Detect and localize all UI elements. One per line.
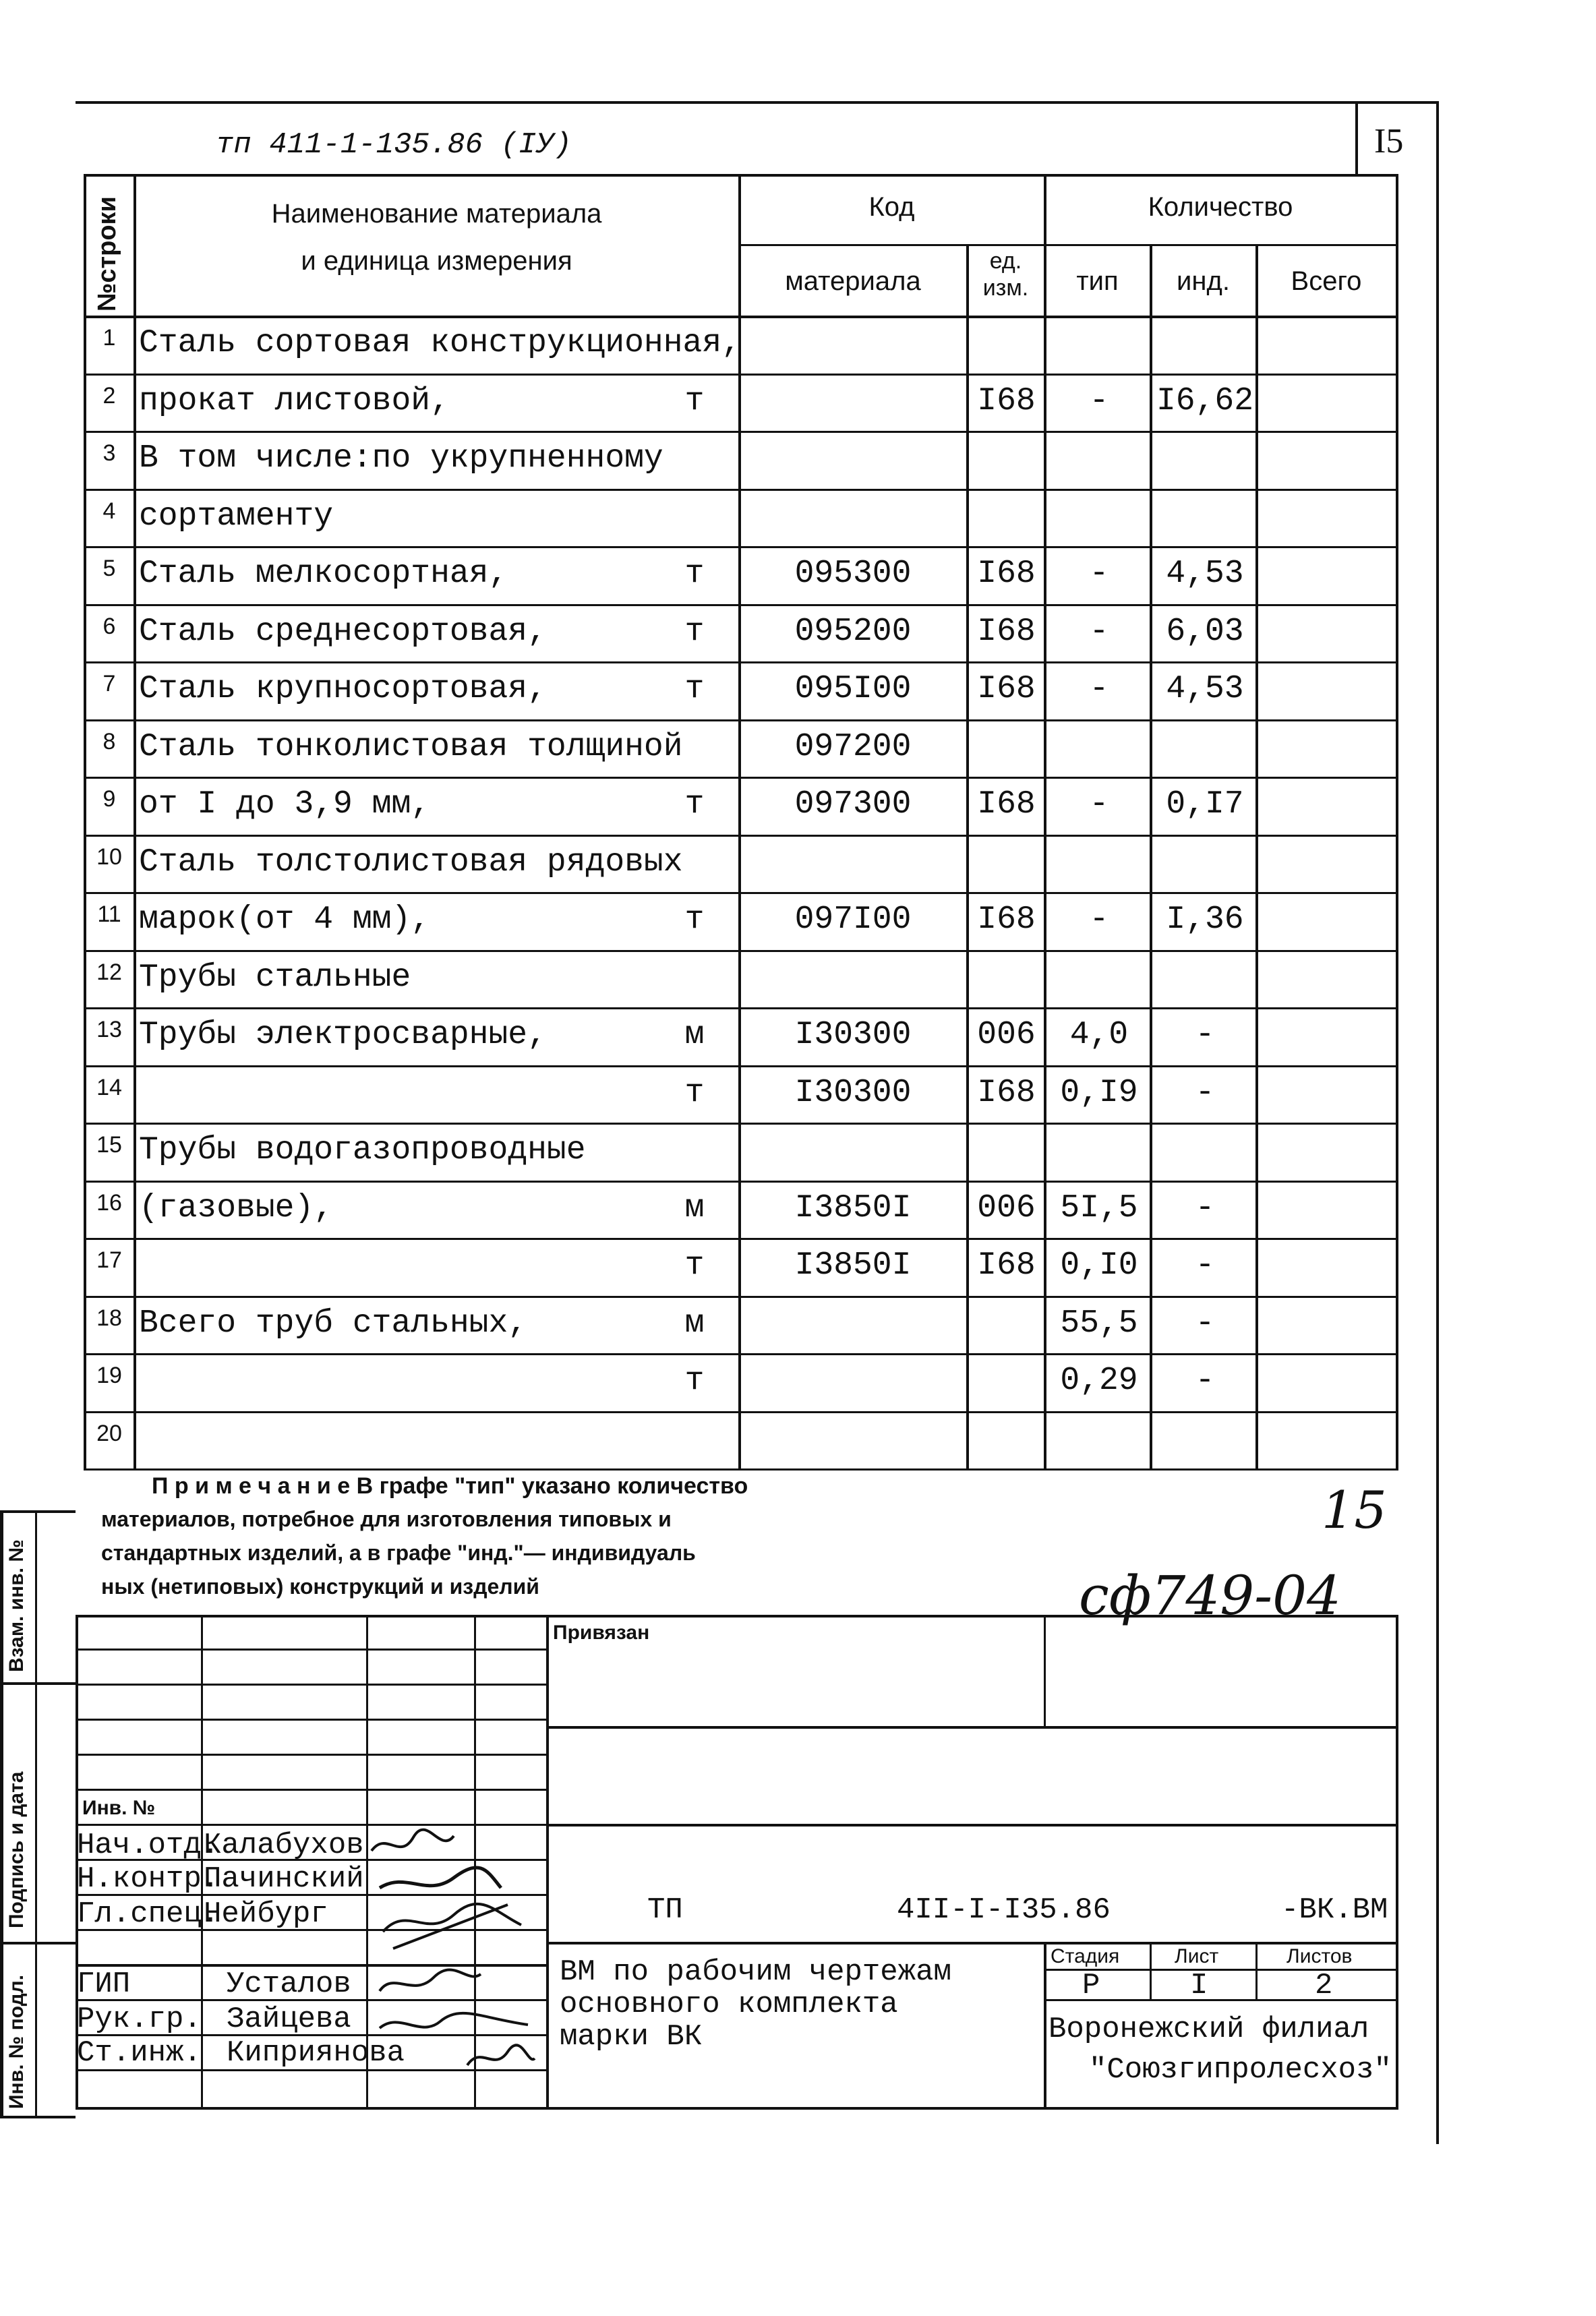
row-name: В том числе:по укрупненному: [139, 440, 663, 477]
row-ind-qty: I,36: [1166, 901, 1244, 938]
row-line: [84, 546, 1398, 548]
signer-role-6: Ст.инж.: [77, 2036, 202, 2070]
row-line: [84, 1007, 1398, 1009]
stamp-line-1: [0, 1682, 76, 1685]
sheets-label: Листов: [1287, 1945, 1353, 1967]
table-left-border: [84, 174, 86, 1468]
name-header-line1: Наименование материала: [271, 199, 602, 229]
row-typ-qty: 4,0: [1069, 1017, 1129, 1053]
tb-right-row-1: [546, 1726, 1398, 1729]
row-unit-code: I68: [977, 901, 1036, 938]
row-line: [84, 1123, 1398, 1125]
row-ind-qty: I6,62: [1156, 383, 1254, 419]
row-typ-qty: 0,I0: [1060, 1247, 1138, 1284]
header-bottom-line: [84, 316, 1398, 318]
row-number: 8: [102, 729, 116, 754]
row-name: Всего труб стальных,: [139, 1305, 528, 1342]
row-number: 5: [102, 556, 116, 581]
row-ind-qty: 0,I7: [1166, 786, 1244, 823]
drawing-mark: -ВК.ВМ: [1281, 1893, 1388, 1927]
row-typ-qty: 0,29: [1060, 1363, 1138, 1399]
doc-title-line3: марки ВК: [560, 2020, 703, 2054]
signer-name-3: Нейбург: [204, 1897, 328, 1931]
row-typ-qty: -: [1089, 383, 1109, 419]
signer-name-5: Зайцева: [227, 2002, 351, 2036]
note-line-3: стандартных изделий, а в графе "инд."— индивидуаль: [101, 1541, 696, 1565]
header-top-line: [84, 174, 1398, 177]
signer-role-1: Нач.отд.: [77, 1829, 220, 1862]
row-number: 4: [102, 498, 116, 524]
row-ind-qty: -: [1195, 1017, 1215, 1053]
row-unit-code: I68: [977, 786, 1036, 823]
row-unit-letter: т: [684, 556, 705, 592]
signer-name-1: Калабухов: [204, 1829, 364, 1862]
row-ind-qty: -: [1195, 1190, 1215, 1226]
row-number: 19: [96, 1363, 122, 1388]
row-number: 20: [96, 1421, 122, 1446]
row-unit-letter: т: [684, 1075, 705, 1111]
handwritten-archive-code: сф749-04: [1079, 1564, 1341, 1627]
row-unit-letter: т: [684, 786, 705, 823]
stamp-line-2: [0, 1942, 76, 1944]
row-unit-letter: м: [684, 1017, 705, 1053]
row-name: Сталь сортовая конструкционная,: [139, 325, 741, 361]
row-typ-qty: 5I,5: [1060, 1190, 1138, 1226]
row-material-code: I30300: [794, 1075, 912, 1111]
row-material-code: 097I00: [794, 901, 912, 938]
row-line: [84, 1411, 1398, 1413]
row-number: 10: [96, 844, 122, 870]
row-unit-code: I68: [977, 556, 1036, 592]
row-line: [84, 950, 1398, 952]
row-typ-qty: -: [1089, 671, 1109, 707]
qty-group-header: Количество: [1148, 192, 1293, 222]
row-number: 14: [96, 1075, 122, 1100]
row-material-code: 095I00: [794, 671, 912, 707]
note-line-1: П р и м е ч а н и е В графе "тип" указано количество: [152, 1473, 748, 1499]
row-line: [84, 1296, 1398, 1298]
row-number: 17: [96, 1247, 122, 1273]
tb-right-col: [1044, 1942, 1046, 2107]
ind-col-border: [1255, 244, 1258, 1468]
row-line: [84, 604, 1398, 606]
stamp-vzam-inv: Взам. инв. №: [5, 1539, 28, 1672]
tb-row-3: [76, 1719, 546, 1721]
row-name: Трубы водогазопроводные: [139, 1132, 586, 1168]
project-code: 4II-I-I35.86: [897, 1893, 1111, 1927]
signatures-lower: [366, 1964, 543, 2106]
signature-3: [383, 1904, 521, 1949]
row-material-code: I3850I: [794, 1190, 912, 1226]
row-name: сортаменту: [139, 498, 334, 535]
row-typ-qty: -: [1089, 901, 1109, 938]
row-name: Сталь толстолистовая рядовых: [139, 844, 683, 881]
unit-header-line2: изм.: [982, 275, 1029, 301]
tb-right-row-3: [546, 1942, 1398, 1944]
tb-row-2: [76, 1684, 546, 1686]
row-unit-letter: т: [684, 1363, 705, 1399]
tb-row-5: [76, 1789, 546, 1791]
row-line: [84, 431, 1398, 433]
signature-1: [372, 1830, 454, 1851]
row-number: 18: [96, 1305, 122, 1331]
tb-stage-col-2: [1255, 1942, 1258, 1999]
row-line: [84, 1353, 1398, 1355]
row-line: [84, 489, 1398, 491]
stamp-mid-border: [35, 1510, 37, 2117]
row-unit-code: 006: [977, 1017, 1036, 1053]
material-code-header: материала: [785, 266, 921, 296]
tb-row-1: [76, 1649, 546, 1651]
row-name: марок(от 4 мм),: [139, 901, 431, 938]
signer-role-4: ГИП: [77, 1967, 131, 2001]
row-number: 3: [102, 440, 116, 466]
row-name: Сталь крупносортовая,: [139, 671, 547, 707]
row-unit-code: 006: [977, 1190, 1036, 1226]
row-unit-code: I68: [977, 1247, 1036, 1284]
row-typ-qty: -: [1089, 786, 1109, 823]
stamp-podpis-data: Подпись и дата: [5, 1771, 28, 1928]
tb-row-4: [76, 1754, 546, 1756]
row-ind-qty: -: [1195, 1247, 1215, 1284]
row-typ-qty: -: [1089, 614, 1109, 650]
row-unit-code: I68: [977, 614, 1036, 650]
signature-6: [467, 2045, 535, 2065]
note-line-2: материалов, потребное для изготовления типовых и: [101, 1507, 672, 1531]
tb-stage-col-1: [1150, 1942, 1152, 1999]
row-name: Сталь мелкосортная,: [139, 556, 508, 592]
doc-title-line1: ВМ по рабочим чертежам: [560, 1955, 951, 1989]
sheet-number-divider: [1355, 101, 1358, 175]
row-number: 6: [102, 614, 116, 639]
row-line: [84, 892, 1398, 894]
tb-bottom-line: [76, 2107, 1398, 2110]
row-ind-qty: 4,53: [1166, 556, 1244, 592]
signer-role-2: Н.контр.: [77, 1862, 220, 1896]
frame-top-line: [76, 101, 1438, 104]
row-number: 7: [102, 671, 116, 696]
tb-top-line: [76, 1615, 1398, 1617]
row-ind-qty: 6,03: [1166, 614, 1244, 650]
row-material-code: 097200: [794, 729, 912, 765]
row-name: Трубы электросварные,: [139, 1017, 547, 1053]
sheet-number: I5: [1374, 122, 1404, 160]
row-line: [84, 777, 1398, 779]
row-number: 12: [96, 959, 122, 985]
signer-name-4: Усталов: [227, 1967, 351, 2001]
row-typ-qty: 0,I9: [1060, 1075, 1138, 1111]
note-line-4: ных (нетиповых) конструкций и изделий: [101, 1574, 539, 1599]
row-material-code: I3850I: [794, 1247, 912, 1284]
row-unit-letter: т: [684, 671, 705, 707]
row-unit-letter: м: [684, 1190, 705, 1226]
doc-title-line2: основного комплекта: [560, 1988, 898, 2021]
row-name: Трубы стальные: [139, 959, 411, 996]
tb-right-border: [1396, 1615, 1398, 2107]
row-typ-qty: -: [1089, 556, 1109, 592]
signer-name-6: Киприянова: [227, 2036, 405, 2070]
typ-col-border: [1150, 244, 1152, 1468]
unit-col-border: [1044, 174, 1046, 1468]
inv-no-label: Инв. №: [82, 1797, 156, 1819]
row-number: 16: [96, 1190, 122, 1216]
code-group-header: Код: [868, 192, 915, 222]
signer-name-2: Пачинский: [204, 1862, 364, 1896]
row-line: [84, 1181, 1398, 1183]
row-number: 1: [102, 325, 116, 351]
doc-code: тп 411-1-135.86 (IУ): [216, 128, 572, 162]
row-material-code: 095300: [794, 556, 912, 592]
row-ind-qty: -: [1195, 1363, 1215, 1399]
row-unit-letter: т: [684, 1247, 705, 1284]
org-line1: Воронежский филиал: [1048, 2013, 1369, 2046]
row-line: [84, 374, 1398, 376]
row-name: прокат листовой,: [139, 383, 450, 419]
privyazan-label: Привязан: [553, 1622, 650, 1644]
signatures-upper: [366, 1824, 543, 1965]
row-number: 13: [96, 1017, 122, 1042]
typ-header: тип: [1076, 266, 1119, 296]
tb-privyazan-divider: [1044, 1615, 1046, 1726]
row-unit-letter: т: [684, 614, 705, 650]
row-line: [84, 1065, 1398, 1067]
tb-col-4: [546, 1615, 549, 2107]
row-number: 11: [97, 901, 121, 927]
sheet-label: Лист: [1175, 1945, 1219, 1967]
signature-2: [380, 1868, 501, 1888]
signer-role-5: Рук.гр.: [77, 2002, 202, 2036]
rownum-col-border: [134, 174, 136, 1468]
org-line2: "Союзгипролесхоз": [1089, 2053, 1392, 2087]
row-number: 2: [102, 383, 116, 409]
sheet-value: I: [1190, 1969, 1208, 2002]
row-line: [84, 1238, 1398, 1240]
header-mid-line: [738, 244, 1396, 246]
row-line: [84, 1468, 1398, 1471]
row-material-code: 095200: [794, 614, 912, 650]
row-name: Сталь среднесортовая,: [139, 614, 547, 650]
handwritten-copy-number: 15: [1322, 1480, 1387, 1540]
total-header: Всего: [1291, 266, 1362, 296]
row-unit-code: I68: [977, 1075, 1036, 1111]
unit-header-line1: ед.: [989, 248, 1022, 274]
signature-4: [380, 1970, 481, 1991]
stage-label: Стадия: [1051, 1945, 1120, 1967]
row-ind-qty: 4,53: [1166, 671, 1244, 707]
row-name: Сталь тонколистовая толщиной: [139, 729, 683, 765]
stamp-inv-podl: Инв. № подл.: [5, 1974, 28, 2109]
row-line: [84, 719, 1398, 721]
row-name: (газовые),: [139, 1190, 334, 1226]
row-unit-code: I68: [977, 383, 1036, 419]
tp-label: ТП: [647, 1893, 683, 1927]
row-unit-letter: т: [684, 901, 705, 938]
stage-value: Р: [1082, 1969, 1100, 2002]
sheets-value: 2: [1315, 1969, 1333, 2002]
stamp-bottom-line: [0, 2116, 76, 2118]
row-material-code: I30300: [794, 1017, 912, 1053]
ind-header: инд.: [1177, 266, 1230, 296]
row-ind-qty: -: [1195, 1305, 1215, 1342]
stamp-left-border: [0, 1510, 3, 2117]
signature-5: [380, 2013, 528, 2028]
stamp-top-line: [0, 1510, 76, 1513]
row-unit-letter: т: [684, 383, 705, 419]
table-right-border: [1396, 174, 1398, 1468]
name-header-line2: и единица измерения: [301, 246, 572, 276]
row-unit-letter: м: [684, 1305, 705, 1342]
row-number: 15: [96, 1132, 122, 1158]
signer-role-3: Гл.спец.: [77, 1897, 220, 1931]
row-number: 9: [102, 786, 116, 812]
frame-right-line: [1436, 101, 1439, 2144]
row-ind-qty: -: [1195, 1075, 1215, 1111]
row-line: [84, 835, 1398, 837]
row-material-code: 097300: [794, 786, 912, 823]
code-col-border: [966, 244, 969, 1468]
row-typ-qty: 55,5: [1060, 1305, 1138, 1342]
row-name: от I до 3,9 мм,: [139, 786, 431, 823]
row-line: [84, 661, 1398, 663]
row-number-label: №строки: [93, 196, 121, 311]
row-unit-code: I68: [977, 671, 1036, 707]
tb-right-row-2: [546, 1824, 1398, 1827]
